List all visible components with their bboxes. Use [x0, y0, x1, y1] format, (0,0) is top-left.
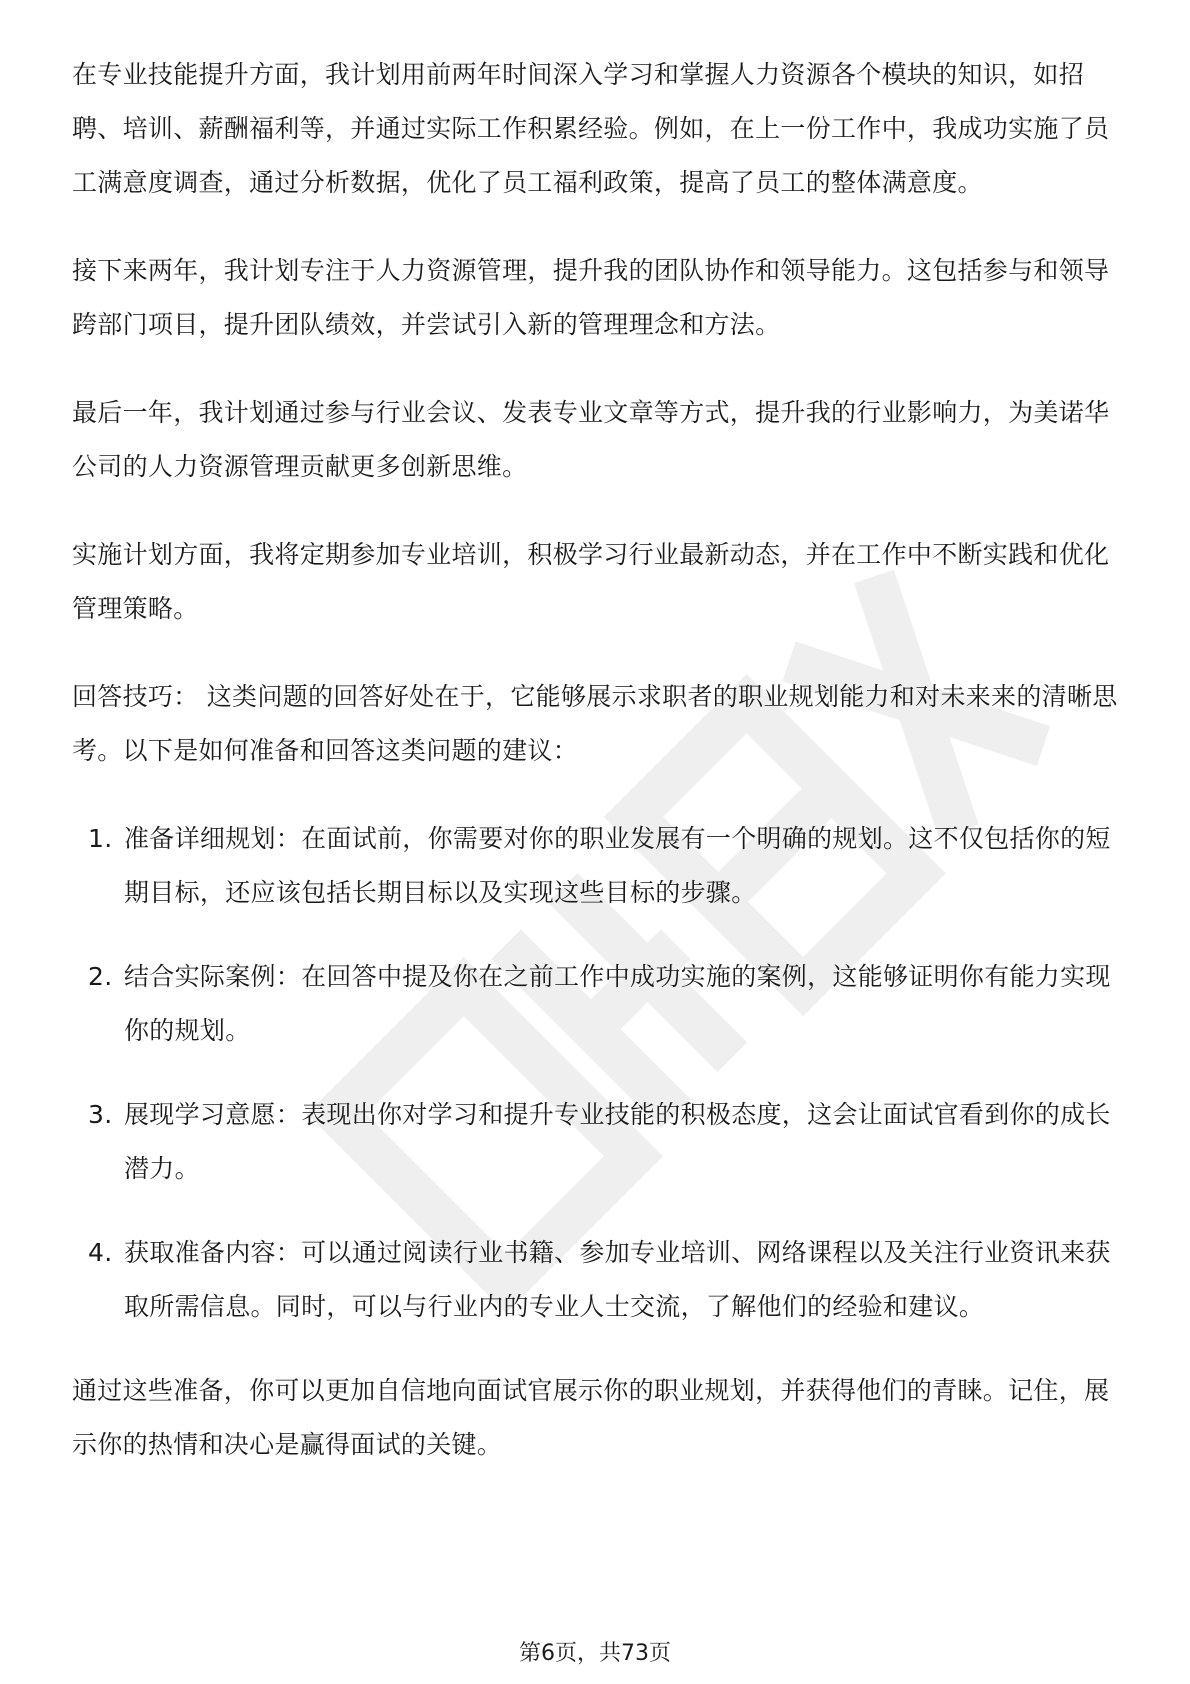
document-body — [72, 48, 1122, 1506]
list-item-text: 获取准备内容：可以通过阅读行业书籍、参加专业培训、网络课程以及关注行业资讯来获取所需信息。同时，可以与行业内的专业人士交流，了解他们的经验和建议。 — [124, 1238, 1111, 1321]
list-item-number: 2. — [88, 962, 113, 991]
list-item — [72, 950, 1122, 1058]
list-item — [72, 1226, 1122, 1334]
paragraph-implementation: 实施计划方面，我将定期参加专业培训，积极学习行业最新动态，并在工作中不断实践和优化管理策略。 — [72, 540, 1110, 623]
paragraph-conclusion: 通过这些准备，你可以更加自信地向面试官展示你的职业规划，并获得他们的青睐。记住，展示你的热情和决心是赢得面试的关键。 — [72, 1376, 1110, 1459]
paragraph-next-two-years: 接下来两年，我计划专注于人力资源管理，提升我的团队协作和领导能力。这包括参与和领导跨部门项目，提升团队绩效，并尝试引入新的管理理念和方法。 — [72, 256, 1110, 339]
list-item-number: 4. — [88, 1238, 113, 1267]
list-item-text: 结合实际案例：在回答中提及你在之前工作中成功实施的案例，这能够证明你有能力实现你的规划。 — [124, 962, 1111, 1045]
paragraph-final-year: 最后一年，我计划通过参与行业会议、发表专业文章等方式，提升我的行业影响力，为美诺华公司的人力资源管理贡献更多创新思维。 — [72, 398, 1110, 481]
list-item — [72, 1088, 1122, 1196]
advice-list — [72, 812, 1122, 1334]
list-item-text: 准备详细规划：在面试前，你需要对你的职业发展有一个明确的规划。这不仅包括你的短期目标，还应该包括长期目标以及实现这些目标的步骤。 — [124, 824, 1111, 907]
paragraph-skills-plan: 在专业技能提升方面，我计划用前两年时间深入学习和掌握人力资源各个模块的知识，如招聘、培训、薪酬福利等，并通过实际工作积累经验。例如，在上一份工作中，我成功实施了员工满意度调查，通过分析数据，优化了员工福利政策，提高了员工的整体满意度。 — [72, 60, 1110, 197]
page-number-footer: 第6页，共73页 — [519, 1641, 671, 1666]
list-item-number: 1. — [88, 824, 113, 853]
paragraph-answer-tips: 回答技巧： 这类问题的回答好处在于，它能够展示求职者的职业规划能力和对未来来的清晰思考。以下是如何准备和回答这类问题的建议： — [72, 682, 1118, 765]
list-item-text: 展现学习意愿：表现出你对学习和提升专业技能的积极态度，这会让面试官看到你的成长潜力。 — [124, 1100, 1111, 1183]
list-item — [72, 812, 1122, 920]
list-item-number: 3. — [88, 1100, 113, 1129]
